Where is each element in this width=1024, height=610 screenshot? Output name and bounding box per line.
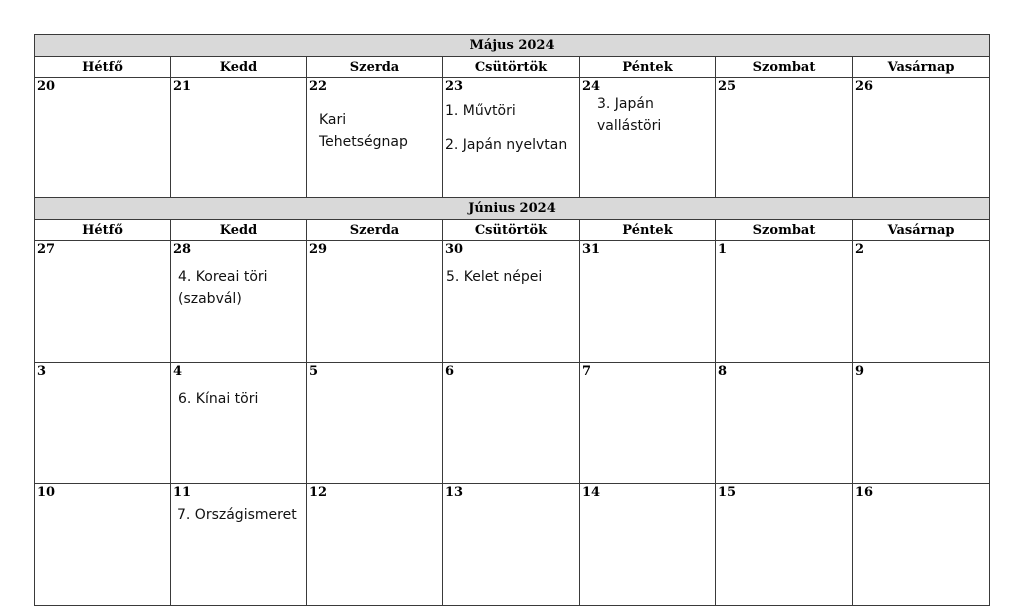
day-cell[interactable] xyxy=(35,484,171,606)
day-cell[interactable] xyxy=(853,78,990,198)
day-cell[interactable] xyxy=(443,363,580,484)
day-cell[interactable] xyxy=(580,241,716,363)
day-number: 27 xyxy=(37,242,56,257)
day-number: 12 xyxy=(309,485,328,500)
weekday-header: Szerda xyxy=(307,220,443,241)
day-number: 13 xyxy=(445,485,464,500)
day-cell[interactable] xyxy=(716,484,853,606)
day-number: 24 xyxy=(582,79,601,94)
weekday-header: Szombat xyxy=(716,220,853,241)
weekday-header: Péntek xyxy=(580,57,716,78)
day-number: 11 xyxy=(173,485,192,500)
event-japan-vallastori: 3. Japán vallástöri xyxy=(597,96,662,134)
day-number: 23 xyxy=(445,79,464,94)
day-number: 9 xyxy=(855,364,865,379)
day-cell[interactable] xyxy=(171,78,307,198)
event-kari-tehetsegnap: Kari Tehetségnap xyxy=(319,112,408,150)
day-cell[interactable] xyxy=(443,78,580,198)
weekday-header: Kedd xyxy=(171,57,307,78)
day-cell[interactable] xyxy=(853,363,990,484)
weekday-header: Csütörtök xyxy=(443,220,580,241)
day-cell[interactable] xyxy=(171,241,307,363)
day-number: 28 xyxy=(173,242,192,257)
day-number: 30 xyxy=(445,242,464,257)
day-cell[interactable] xyxy=(171,363,307,484)
event-kinai-tori: 6. Kínai töri xyxy=(178,391,259,407)
day-number: 7 xyxy=(582,364,592,379)
day-cell[interactable] xyxy=(35,363,171,484)
day-number: 16 xyxy=(855,485,874,500)
day-cell[interactable] xyxy=(35,241,171,363)
day-number: 26 xyxy=(855,79,874,94)
day-cell[interactable] xyxy=(716,241,853,363)
day-cell[interactable] xyxy=(307,484,443,606)
day-number: 22 xyxy=(309,79,328,94)
weekday-header: Vasárnap xyxy=(853,57,990,78)
weekday-header: Szerda xyxy=(307,57,443,78)
day-number: 25 xyxy=(718,79,737,94)
weekday-header: Csütörtök xyxy=(443,57,580,78)
day-number: 31 xyxy=(582,242,601,257)
day-number: 15 xyxy=(718,485,737,500)
day-number: 10 xyxy=(37,485,56,500)
day-cell[interactable] xyxy=(716,363,853,484)
day-cell[interactable] xyxy=(580,78,716,198)
day-number: 6 xyxy=(445,364,455,379)
day-cell[interactable] xyxy=(307,241,443,363)
day-number: 20 xyxy=(37,79,56,94)
day-number: 21 xyxy=(173,79,192,94)
day-cell[interactable] xyxy=(307,78,443,198)
day-number: 14 xyxy=(582,485,601,500)
day-cell[interactable] xyxy=(853,484,990,606)
day-cell[interactable] xyxy=(307,363,443,484)
day-cell[interactable] xyxy=(580,363,716,484)
day-cell[interactable] xyxy=(443,241,580,363)
weekday-header: Hétfő xyxy=(35,57,171,78)
calendar-table xyxy=(34,34,990,606)
day-number: 3 xyxy=(37,364,47,379)
event-japan-nyelvtan: 2. Japán nyelvtan xyxy=(445,137,568,153)
day-number: 1 xyxy=(718,242,728,257)
weekday-header: Vasárnap xyxy=(853,220,990,241)
day-number: 2 xyxy=(855,242,865,257)
weekday-header: Péntek xyxy=(580,220,716,241)
day-number: 8 xyxy=(718,364,728,379)
event-kelet-nepei: 5. Kelet népei xyxy=(446,269,543,285)
month-title-may: Május 2024 xyxy=(35,35,990,57)
weekday-header: Szombat xyxy=(716,57,853,78)
event-muvtori: 1. Művtöri xyxy=(445,103,516,119)
day-cell[interactable] xyxy=(716,78,853,198)
day-number: 29 xyxy=(309,242,328,257)
event-orszagismeret: 7. Országismeret xyxy=(177,507,297,523)
day-number: 5 xyxy=(309,364,319,379)
day-cell[interactable] xyxy=(171,484,307,606)
month-title-june: Június 2024 xyxy=(35,198,990,220)
day-cell[interactable] xyxy=(853,241,990,363)
weekday-header: Kedd xyxy=(171,220,307,241)
day-cell[interactable] xyxy=(35,78,171,198)
weekday-header: Hétfő xyxy=(35,220,171,241)
day-cell[interactable] xyxy=(580,484,716,606)
event-koreai-tori: 4. Koreai töri (szabvál) xyxy=(178,269,268,307)
day-cell[interactable] xyxy=(443,484,580,606)
day-number: 4 xyxy=(173,364,183,379)
